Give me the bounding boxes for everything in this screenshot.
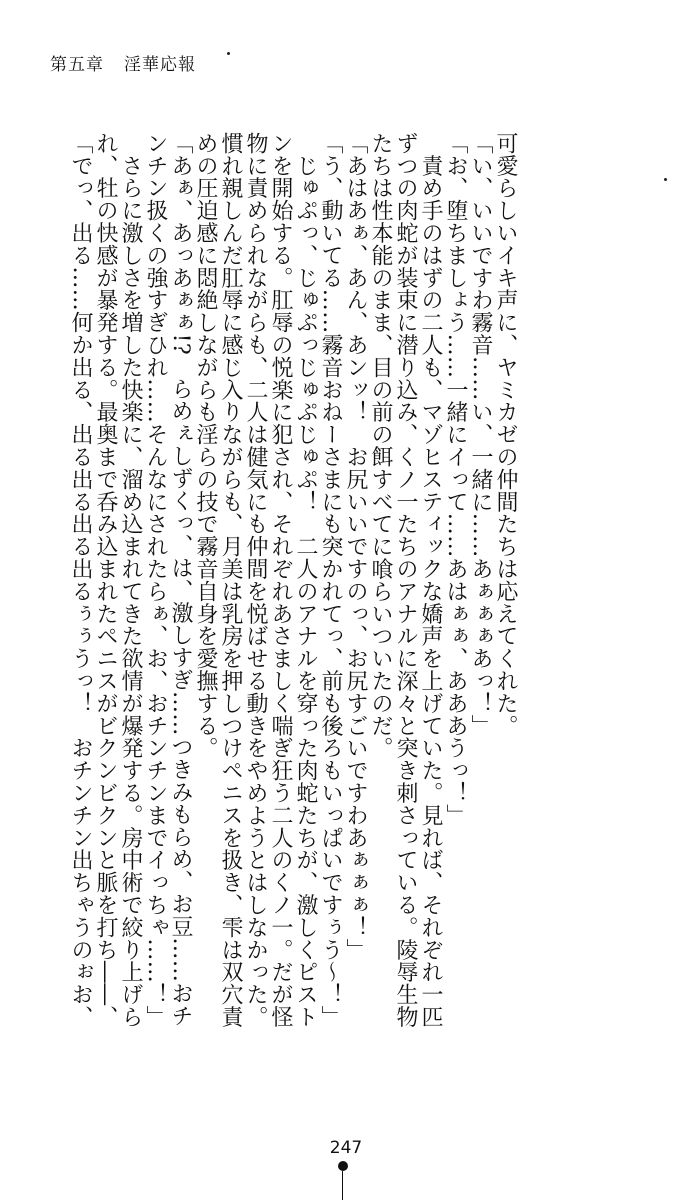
page-marker-dot <box>338 1161 348 1171</box>
text-column: 慣れ親しんだ肛辱に感じ入りながらも、月美は乳房を押しつけペニスを扱き、雫は双穴責 <box>218 132 243 1028</box>
text-column: 「あぁ、あっあぁぁ!? らめぇしずくっ、は、激しすぎ……つきみもらめ、お豆……おチ <box>168 132 193 1028</box>
text-column: たちは性本能のまま、目の前の餌すべてに喰らいついたのだ。 <box>368 132 393 760</box>
chapter-title: 淫華応報 <box>124 55 196 75</box>
text-column: 「う、動いてる……霧音おねーさまにも突かれてっ、前も後ろもいっぱいですぅう〜！」 <box>318 132 343 1028</box>
text-column: 「い、いいですわ霧音……い、一緒に……あぁぁぁあっ！」 <box>468 132 493 737</box>
text-column: 「でっ、出る……何か出る、出る出る出る出るぅぅうっ！ おチンチン出ちゃうのぉお、 <box>68 132 93 1028</box>
text-column: めの圧迫感に悶絶しながらも淫らの技で霧音自身を愛撫する。 <box>193 132 218 760</box>
text-column: ンチン扱くの強すぎひれ……そんなにされたらぁ、お、おチンチンまでイっちゃ……！」 <box>143 132 168 1028</box>
text-column: じゅぷっ、じゅぷっじゅぷじゅぷ！ 二人のアナルを穿った肉蛇たちが、激しくピスト <box>293 132 318 1028</box>
text-column: 「お、堕ちましょう……一緒にイって……あはぁぁ、あああうっ！」 <box>443 132 468 827</box>
body-text <box>68 132 518 1028</box>
text-column: さらに激しさを増した快楽に、溜め込まれてきた欲情が爆発する。房中術で絞り上げら <box>118 132 143 1028</box>
text-column: ずつの肉蛇が装束に潜り込み、くノ一たちのアナルに深々と突き刺さっている。陵辱生物 <box>393 132 418 1028</box>
ink-speck <box>664 178 667 181</box>
ink-speck <box>227 52 230 55</box>
text-column: 物に責められながらも、二人は健気にも仲間を悦ばせる動きをやめようとはしなかった。 <box>243 132 268 1028</box>
text-column: ンを開始する。肛辱の悦楽に犯され、それぞれあさましく喘ぎ狂う二人のくノ一。だが怪 <box>268 132 293 1028</box>
text-column: れ、牡の快感が暴発する。最奥まで呑み込まれたペニスがビクンビクンと脈を打ち――、 <box>93 132 118 1028</box>
chapter-label: 第五章 <box>50 55 104 75</box>
page-number: 247 <box>329 1138 363 1158</box>
text-column: 責め手のはずの二人も、マゾヒスティックな嬌声を上げていた。見れば、それぞれ一匹 <box>418 132 443 1028</box>
running-header <box>50 50 196 75</box>
page-marker-line <box>342 1171 343 1200</box>
vertical-columns <box>68 132 518 1028</box>
text-column: 「あはあぁ、あん、あンッ！ お尻いいですのっ、お尻すごいですわあぁぁぁ！」 <box>343 132 368 961</box>
text-column: 可愛らしいイキ声に、ヤミカゼの仲間たちは応えてくれた。 <box>493 132 518 737</box>
